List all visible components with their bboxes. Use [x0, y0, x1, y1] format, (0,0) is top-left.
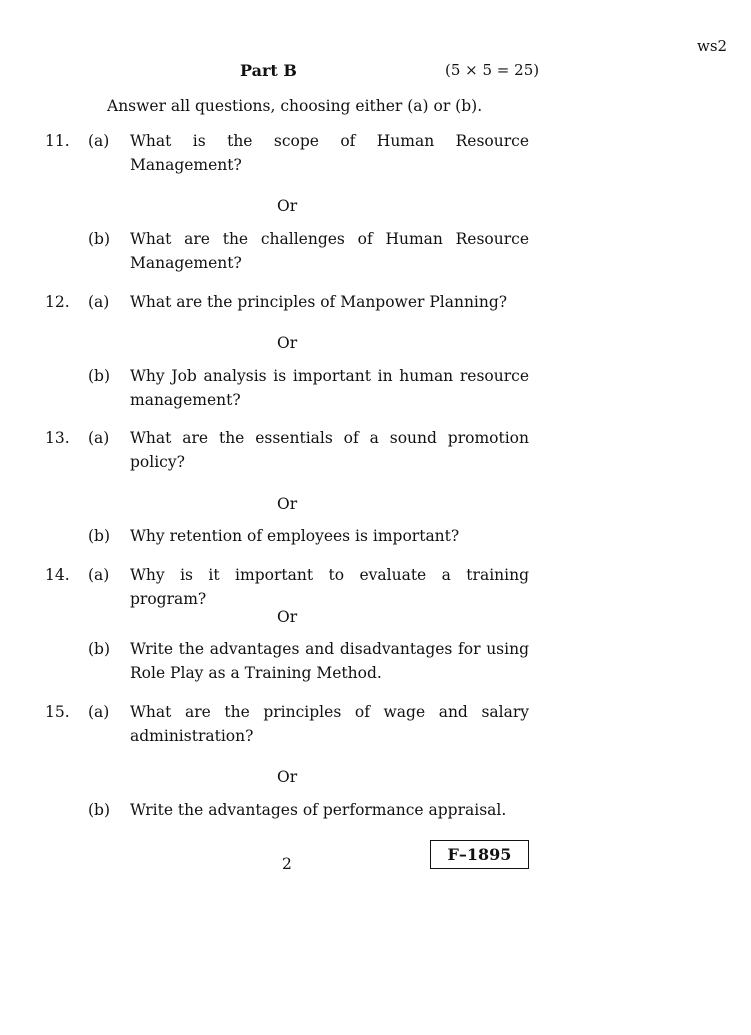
question-text-line: What are the essentials of a sound promotion [130, 429, 529, 447]
question-text-line: Management? [130, 156, 242, 174]
question-text-line: What is the scope of Human Resource [130, 132, 529, 150]
question-text [130, 700, 529, 748]
paper-code: F–1895 [447, 845, 512, 864]
question-number: 13. [45, 429, 70, 447]
option-label: (a) [88, 566, 110, 584]
question-text [130, 129, 529, 177]
or-separator: Or [277, 495, 298, 513]
page-number: 2 [282, 855, 292, 873]
question-text-line: administration? [130, 727, 254, 745]
option-label: (a) [88, 429, 110, 447]
question-text-line: management? [130, 391, 241, 409]
option-label: (a) [88, 703, 110, 721]
question-number: 14. [45, 566, 70, 584]
option-label: (b) [88, 640, 111, 658]
marks-allocation: (5 × 5 = 25) [445, 61, 540, 79]
question-text-line: What are the principles of wage and salary [130, 703, 529, 721]
question-text-line: Management? [130, 254, 242, 272]
question-number: 12. [45, 293, 70, 311]
question-text [130, 290, 529, 314]
question-text-line: Role Play as a Training Method. [130, 664, 382, 682]
question-text-line: What are the challenges of Human Resource [130, 230, 529, 248]
option-label: (a) [88, 132, 110, 150]
option-label: (b) [88, 527, 111, 545]
option-label: (b) [88, 230, 111, 248]
option-label: (a) [88, 293, 110, 311]
option-label: (b) [88, 801, 111, 819]
instruction: Answer all questions, choosing either (a) or (b). [107, 97, 483, 115]
paper-code-box [430, 840, 529, 869]
question-text-line: policy? [130, 453, 185, 471]
question-number: 11. [45, 132, 70, 150]
or-separator: Or [277, 334, 298, 352]
part-title: Part B [240, 61, 297, 80]
question-text-line: Why is it important to evaluate a training program? [130, 566, 529, 608]
question-text-line: Why retention of employees is important? [130, 527, 460, 545]
question-text [130, 227, 529, 275]
question-text-line: Write the advantages and disadvantages for using [130, 640, 529, 658]
question-text [130, 426, 529, 474]
or-separator: Or [277, 768, 298, 786]
question-number: 15. [45, 703, 70, 721]
question-text-line: What are the principles of Manpower Planning? [130, 293, 508, 311]
or-separator: Or [277, 197, 298, 215]
question-text [130, 637, 529, 685]
option-label: (b) [88, 367, 111, 385]
question-text [130, 563, 529, 611]
question-text [130, 364, 529, 412]
question-text [130, 798, 529, 822]
question-text-line: Why Job analysis is important in human resource [130, 367, 529, 385]
question-text [130, 524, 529, 548]
question-text-line: Write the advantages of performance appraisal. [130, 801, 507, 819]
corner-label: ws2 [697, 37, 728, 55]
or-separator: Or [277, 608, 298, 626]
